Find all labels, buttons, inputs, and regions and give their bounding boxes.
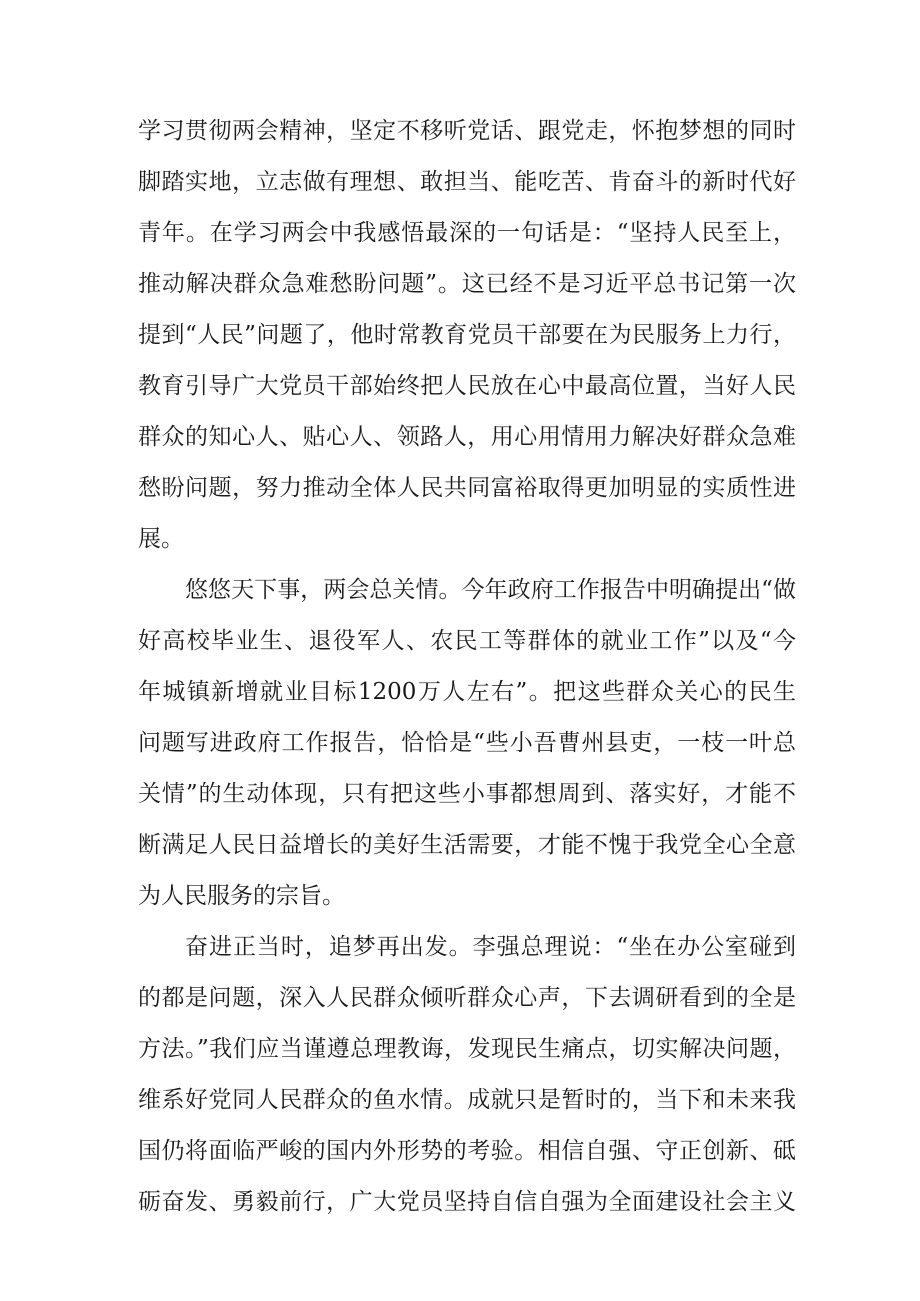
text-line: 悠悠天下事，两会总关情。今年政府工作报告中明确提出“做 <box>185 577 796 603</box>
text-line: 为人民服务的宗旨。 <box>138 883 345 909</box>
text-line: 年城镇新增就业目标1200万人左右”。把这些群众关心的民生 <box>138 679 796 705</box>
text-line: 关情”的生动体现，只有把这些小事都想周到、落实好，才能不 <box>138 781 796 807</box>
text-line: 推动解决群众急难愁盼问题”。这已经不是习近平总书记第一次 <box>138 271 796 297</box>
text-line: 奋进正当时，追梦再出发。李强总理说：“坐在办公室碰到 <box>185 934 796 960</box>
text-line: 好高校毕业生、退役军人、农民工等群体的就业工作”以及“今 <box>138 628 796 654</box>
text-line: 教育引导广大党员干部始终把人民放在心中最高位置，当好人民 <box>138 373 796 399</box>
text-line: 问题写进政府工作报告，恰恰是“些小吾曹州县吏，一枝一叶总 <box>138 730 796 756</box>
text-line: 愁盼问题，努力推动全体人民共同富裕取得更加明显的实质性进 <box>138 475 796 501</box>
text-line: 方法。”我们应当谨遵总理教诲，发现民生痛点，切实解决问题， <box>138 1036 796 1062</box>
text-line: 展。 <box>138 526 184 552</box>
text-line: 青年。在学习两会中我感悟最深的一句话是：“坚持人民至上， <box>138 220 796 246</box>
text-line: 砺奋发、勇毅前行，广大党员坚持自信自强为全面建设社会主义 <box>138 1189 796 1215</box>
text-line: 提到“人民”问题了，他时常教育党员干部要在为民服务上力行， <box>138 322 796 348</box>
text-line: 维系好党同人民群众的鱼水情。成就只是暂时的，当下和未来我 <box>138 1087 796 1113</box>
text-line: 学习贯彻两会精神，坚定不移听党话、跟党走，怀抱梦想的同时 <box>138 118 796 144</box>
text-line: 群众的知心人、贴心人、领路人，用心用情用力解决好群众急难 <box>138 424 796 450</box>
text-line: 国仍将面临严峻的国内外形势的考验。相信自强、守正创新、砥 <box>138 1138 796 1164</box>
text-line: 脚踏实地，立志做有理想、敢担当、能吃苦、肯奋斗的新时代好 <box>138 169 796 195</box>
text-line: 的都是问题，深入人民群众倾听群众心声，下去调研看到的全是 <box>138 985 796 1011</box>
text-line: 断满足人民日益增长的美好生活需要，才能不愧于我党全心全意 <box>138 832 796 858</box>
